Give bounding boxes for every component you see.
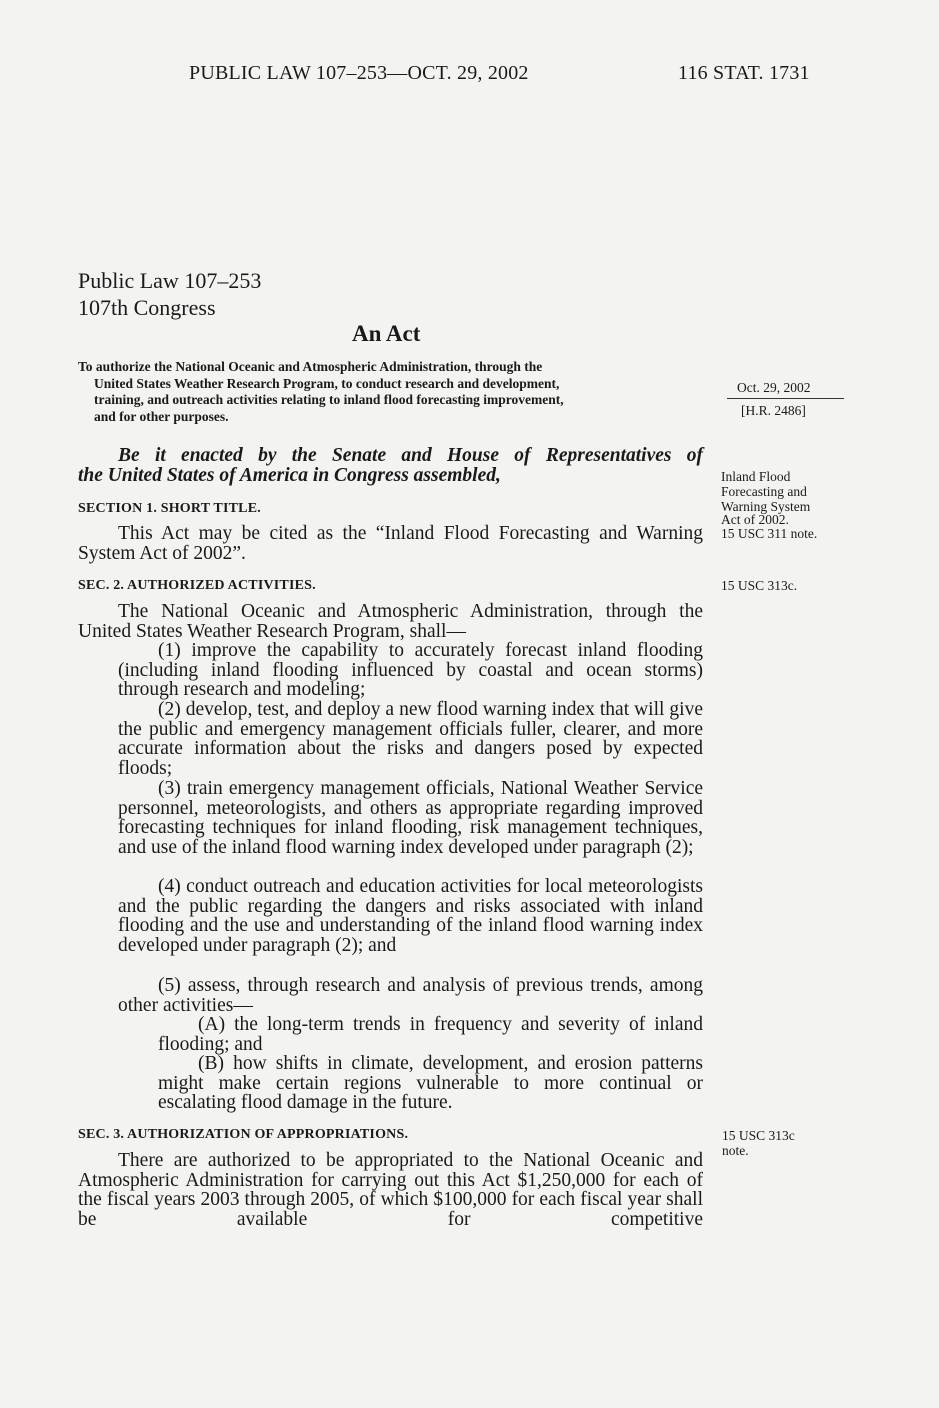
purpose-line-1: To authorize the National Oceanic and Atmospheric Administration, through the (78, 359, 543, 374)
congress: 107th Congress (78, 295, 216, 320)
margin-note-line: note. (722, 1143, 749, 1158)
purpose-line-3: training, and outreach activities relating to inland flood forecasting improvement, (94, 392, 564, 408)
running-header-right: 116 STAT. 1731 (678, 62, 810, 84)
margin-sec3-note (722, 1128, 795, 1158)
running-header-left: PUBLIC LAW 107–253—OCT. 29, 2002 (189, 62, 529, 84)
act-title: An Act (352, 321, 421, 346)
margin-note-line: Forecasting and (721, 484, 807, 499)
paragraph-5: (5) assess, through research and analysis of previous trends, among other activities— (118, 975, 703, 1016)
paragraph-2: (2) develop, test, and deploy a new flood warning index that will give the public and emergency management officials fuller, clearer, and more accurate information about the risks and dangers posed by expected floods; (118, 699, 703, 779)
section-1-text: This Act may be cited as the “Inland Flood Forecasting and Warning System Act of 2002”. (78, 523, 703, 564)
law-number: Public Law 107–253 (78, 268, 262, 293)
section-2-intro: The National Oceanic and Atmospheric Administration, through the United States Weather Research Program, shall— (78, 601, 703, 642)
section-1-heading: SECTION 1. SHORT TITLE. (78, 501, 261, 516)
section-3-text: There are authorized to be appropriated to the National Oceanic and Atmospheric Administration for carrying out this Act $1,250,000 for each of the fiscal years 2003 through 2005, of which $100,000 for each fiscal year shall be available for competitive (78, 1150, 703, 1230)
margin-bill: [H.R. 2486] (741, 403, 806, 418)
purpose-line-4: and for other purposes. (94, 408, 229, 424)
margin-note-line: 15 USC 311 note. (721, 526, 818, 541)
subparagraph-b: (B) how shifts in climate, development, and erosion patterns might make certain regions vulnerable to more continual or escalating flood damage in the future. (158, 1053, 703, 1114)
margin-note-line: 15 USC 313c (722, 1128, 795, 1143)
margin-note-line: Warning System (721, 499, 811, 514)
paragraph-1: (1) improve the capability to accurately forecast inland flooding (including inland flooding influenced by coastal and ocean storms) through research and modeling; (118, 640, 703, 701)
enacting-clause (78, 446, 703, 486)
margin-note-line: Inland Flood (721, 469, 791, 484)
margin-sec2-note: 15 USC 313c. (721, 578, 798, 593)
section-3-heading: SEC. 3. AUTHORIZATION OF APPROPRIATIONS. (78, 1127, 409, 1142)
margin-rule (727, 398, 844, 399)
section-2-heading: SEC. 2. AUTHORIZED ACTIVITIES. (78, 578, 316, 593)
margin-short-title-note (721, 469, 817, 541)
paragraph-4: (4) conduct outreach and education activities for local meteorologists and the public regarding the dangers and risks associated with inland flooding and the use and understanding of the inland flood warning index developed under paragraph (2); and (118, 876, 703, 956)
enacting-line-2: the United States of America in Congress assembled, (78, 465, 501, 486)
margin-note-line: Act of 2002. (721, 512, 789, 527)
margin-date: Oct. 29, 2002 (737, 380, 811, 395)
enacting-line-1: Be it enacted by the Senate and House of Representatives of (118, 445, 703, 466)
subparagraph-a: (A) the long-term trends in frequency and severity of inland flooding; and (158, 1014, 703, 1055)
purpose-line-2: United States Weather Research Program, to conduct research and development, (94, 375, 560, 391)
paragraph-3: (3) train emergency management officials, National Weather Service personnel, meteorologists, and others as appropriate regarding improved forecasting techniques for inland flooding, risk management techniques, and use of the inland flood warning index developed under paragraph (2); (118, 778, 703, 858)
purpose-clause (78, 359, 703, 425)
